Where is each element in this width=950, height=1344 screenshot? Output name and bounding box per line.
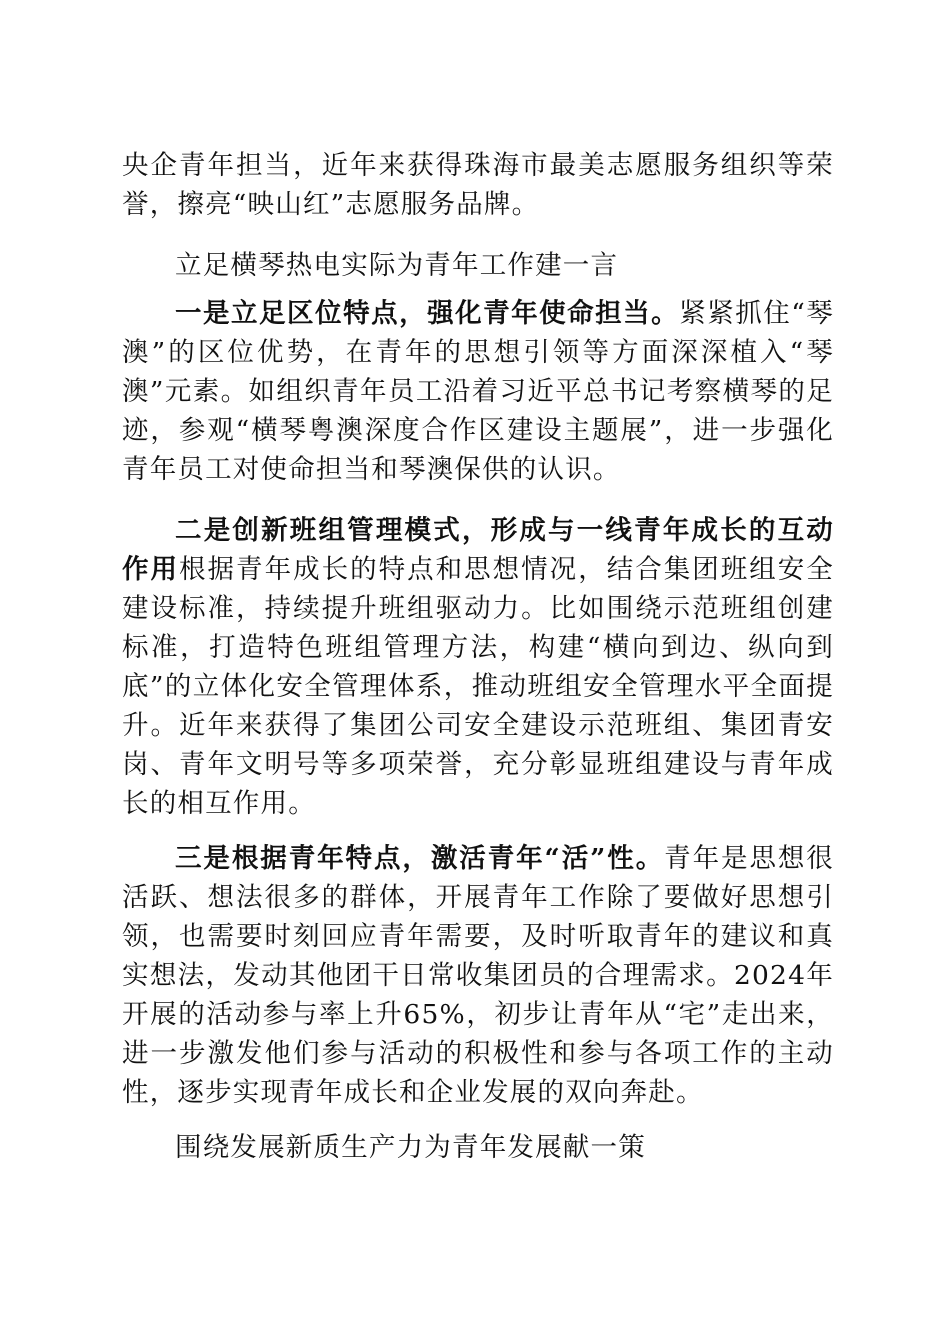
paragraph-lead: 三是根据青年特点，激活青年“活”性。 (175, 843, 665, 874)
paragraph-text: 根据青年成长的特点和思想情况，结合集团班组安全建设标准，持续提升班组驱动力。比如围绕示范班组创建标准，打造特色班组管理方法，构建“横向到边、纵向到底”的立体化安全管理体系，推动班组安全管理水平全面提升。近年来获得了集团公司安全建设示范班组、集团青安岗、青年文明号等多项荣誉，充分彰显班组建设与青年成长的相互作用。 (122, 554, 834, 819)
section-heading (122, 1128, 834, 1167)
section-heading-text: 立足横琴热电实际为青年工作建一言 (175, 250, 619, 281)
paragraph-point-two (122, 511, 834, 823)
paragraph-point-one (122, 294, 834, 489)
paragraph-lead: 一是立足区位特点，强化青年使命担当。 (175, 298, 680, 329)
paragraph-text: 紧紧抓住“琴澳”的区位优势，在青年的思想引领等方面深深植入“琴澳”元素。如组织青年员工沿着习近平总书记考察横琴的足迹，参观“横琴粤澳深度合作区建设主题展”，进一步强化青年员工对使命担当和琴澳保供的认识。 (122, 298, 835, 485)
paragraph-point-three (122, 839, 834, 1112)
paragraph-continuation (122, 146, 834, 224)
paragraph-lead: 二是创新班组管理模式，形成与一线青年成长的互动作用 (122, 515, 834, 585)
paragraph-text: 青年是思想很活跃、想法很多的群体，开展青年工作除了要做好思想引领，也需要时刻回应青年需要，及时听取青年的建议和真实想法，发动其他团干日常收集团员的合理需求。2024年开展的活动参与率上升65%，初步让青年从“宅”走出来，进一步激发他们参与活动的积极性和参与各项工作的主动性，逐步实现青年成长和企业发展的双向奔赴。 (122, 843, 835, 1108)
section-heading (122, 246, 834, 285)
section-heading-text: 围绕发展新质生产力为青年发展献一策 (175, 1132, 646, 1163)
paragraph-text: 央企青年担当，近年来获得珠海市最美志愿服务组织等荣誉，擦亮“映山红”志愿服务品牌。 (122, 150, 834, 220)
document-body (122, 146, 834, 1167)
